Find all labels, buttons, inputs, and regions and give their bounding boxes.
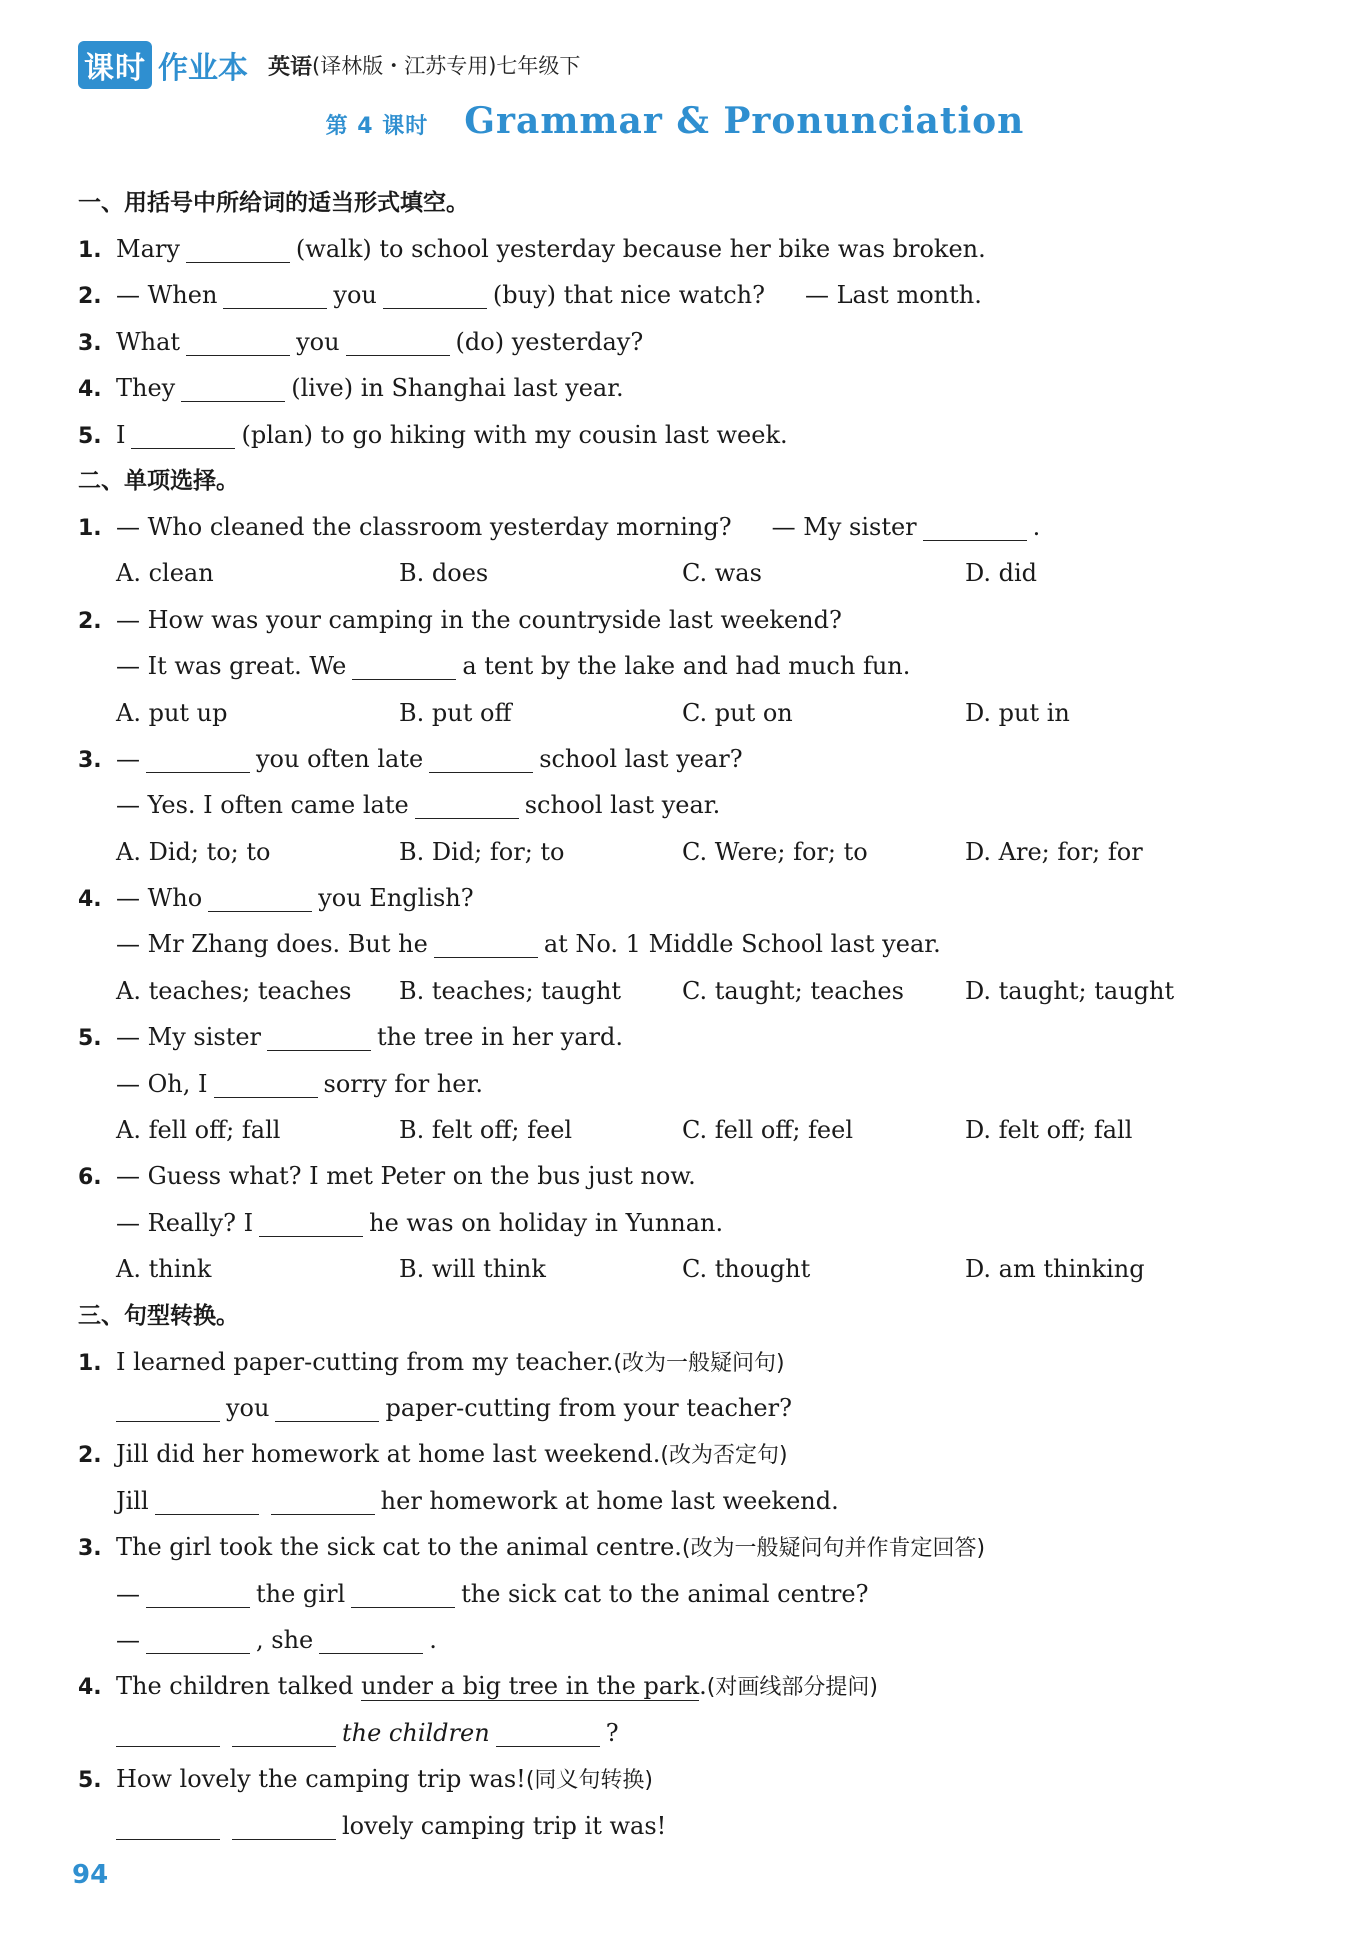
text: school last year. (524, 791, 721, 820)
lesson-title (0, 100, 1350, 142)
s3-q2-line2 (78, 1478, 1288, 1524)
s2-q2-line2 (78, 643, 1288, 689)
s2-q6-options (78, 1246, 1288, 1292)
answer-blank[interactable] (146, 1625, 250, 1654)
option-a[interactable]: A. teaches; teaches (116, 976, 352, 1005)
option-b[interactable]: B. felt off; feel (399, 1116, 573, 1145)
question-number: 3. (78, 747, 102, 773)
header (78, 42, 580, 88)
option-d[interactable]: D. taught; taught (965, 976, 1175, 1005)
edition-label: (译林版・江苏专用)七年级下 (312, 54, 581, 78)
s2-q4-options (78, 968, 1288, 1014)
text: I (116, 420, 126, 449)
s1-q1 (78, 226, 1288, 272)
text: (do) yesterday? (455, 327, 644, 356)
text: . (1032, 512, 1041, 541)
answer-blank[interactable] (259, 1208, 363, 1237)
text: (buy) that nice watch? (492, 281, 765, 310)
text: her homework at home last weekend. (380, 1486, 839, 1515)
page-number: 94 (72, 1860, 109, 1890)
answer-blank[interactable] (429, 744, 533, 773)
s2-q3-line2 (78, 782, 1288, 828)
text: — Who (116, 884, 203, 913)
text: — Mr Zhang does. But he (116, 930, 428, 959)
question-number: 5. (78, 1026, 102, 1052)
text: — My sister (116, 1023, 262, 1052)
s3-q1-line2 (78, 1385, 1288, 1431)
option-d[interactable]: D. am thinking (965, 1255, 1145, 1284)
section-1-title: 一、用括号中所给词的适当形式填空。 (78, 190, 469, 216)
answer-blank[interactable] (223, 280, 327, 309)
text: the girl (256, 1579, 346, 1608)
option-a[interactable]: A. think (116, 1255, 212, 1284)
answer-blank[interactable] (351, 1579, 455, 1608)
option-c[interactable]: C. thought (682, 1255, 811, 1284)
s3-q5-line2 (78, 1803, 1288, 1849)
subject-label: 英语 (268, 54, 313, 80)
text: sorry for her. (323, 1069, 483, 1098)
text: How lovely the camping trip was! (116, 1765, 526, 1794)
answer-blank[interactable] (352, 651, 456, 680)
s1-q5 (78, 412, 1288, 458)
answer-blank[interactable] (116, 1393, 220, 1422)
s2-q6-line2 (78, 1200, 1288, 1246)
text: — Really? I (116, 1208, 254, 1237)
option-d[interactable]: D. Are; for; for (965, 837, 1143, 866)
answer-blank[interactable] (146, 1579, 250, 1608)
s2-q3-options (78, 829, 1288, 875)
answer-blank[interactable] (496, 1718, 600, 1747)
instruction-note: (同义句转换) (525, 1768, 653, 1794)
question-number: 3. (78, 1536, 102, 1562)
option-a[interactable]: A. fell off; fall (116, 1116, 281, 1145)
option-b[interactable]: B. will think (399, 1255, 546, 1284)
answer-blank[interactable] (155, 1486, 259, 1515)
lesson-title-cn: 第 4 课时 (325, 114, 429, 139)
option-a[interactable]: A. Did; to; to (116, 837, 271, 866)
question-number: 1. (78, 238, 102, 263)
question-number: 4. (78, 887, 102, 913)
text: — It was great. We (116, 652, 347, 681)
s1-q4 (78, 365, 1288, 411)
text: the tree in her yard. (377, 1023, 623, 1052)
text: The children talked (116, 1672, 354, 1701)
section-2-title: 二、单项选择。 (78, 467, 239, 494)
text: — How was your camping in the countryside last weekend? (116, 605, 842, 634)
s3-q5 (78, 1756, 1288, 1802)
s2-q3 (78, 736, 1288, 782)
answer-blank[interactable] (116, 1811, 220, 1840)
s2-q5-options (78, 1107, 1288, 1153)
section-3-title: 三、句型转换。 (78, 1302, 239, 1329)
text: — Who cleaned the classroom yesterday morning? (116, 512, 732, 541)
s2-q1 (78, 504, 1288, 550)
exercise-content (78, 180, 1288, 1849)
question-number: 4. (78, 1675, 102, 1701)
option-c[interactable]: C. taught; teaches (682, 976, 904, 1005)
instruction-note: (对画线部分提问) (706, 1675, 878, 1701)
s2-q6 (78, 1153, 1288, 1199)
s2-q2-options (78, 690, 1288, 736)
text: the children (342, 1718, 490, 1747)
instruction-note: (改为一般疑问句并作肯定回答) (681, 1536, 986, 1562)
option-d[interactable]: D. did (965, 559, 1038, 588)
text: Mary (116, 235, 180, 263)
text: school last year? (539, 744, 743, 773)
option-b[interactable]: B. teaches; taught (399, 976, 622, 1005)
text: you (226, 1393, 270, 1422)
answer-blank[interactable] (319, 1625, 423, 1654)
option-c[interactable]: C. fell off; feel (682, 1116, 854, 1145)
answer-blank[interactable] (214, 1069, 318, 1098)
s3-q3-line2 (78, 1571, 1288, 1617)
text: at No. 1 Middle School last year. (543, 930, 941, 959)
answer-blank[interactable] (346, 327, 450, 356)
answer-blank[interactable] (434, 929, 538, 958)
text: (walk) to school yesterday because her bike was broken. (295, 235, 986, 263)
text: , she (256, 1625, 314, 1654)
text: What (116, 327, 181, 356)
answer-blank[interactable] (116, 1718, 220, 1747)
question-number: 6. (78, 1165, 102, 1191)
instruction-note: (改为一般疑问句) (613, 1350, 785, 1376)
text: Jill (116, 1486, 149, 1515)
text: — Last month. (804, 281, 982, 310)
s2-q5 (78, 1014, 1288, 1060)
s2-q4 (78, 875, 1288, 921)
text: — (116, 744, 140, 773)
question-number: 5. (78, 1768, 102, 1794)
underlined-phrase: under a big tree in the park (361, 1672, 700, 1701)
text: — My sister (771, 512, 917, 541)
text: The girl took the sick cat to the animal centre. (116, 1533, 682, 1562)
text: he was on holiday in Yunnan. (369, 1208, 724, 1237)
answer-blank[interactable] (232, 1811, 336, 1840)
option-b[interactable]: B. put off (399, 698, 512, 727)
option-c[interactable]: C. put on (682, 698, 793, 727)
s3-q2 (78, 1431, 1288, 1477)
question-number: 2. (78, 608, 102, 634)
logo-box: 课时 (78, 41, 152, 89)
question-number: 5. (78, 423, 102, 449)
answer-blank[interactable] (208, 883, 312, 912)
text: you often late (256, 744, 424, 773)
text: — Yes. I often came late (116, 791, 409, 820)
s1-q3 (78, 319, 1288, 365)
s3-q4 (78, 1663, 1288, 1709)
answer-blank[interactable] (186, 234, 290, 263)
answer-blank[interactable] (131, 420, 235, 449)
s1-q2 (78, 272, 1288, 318)
question-number: 3. (78, 330, 102, 356)
text: They (116, 374, 176, 403)
s2-q4-line2 (78, 921, 1288, 967)
answer-blank[interactable] (146, 744, 250, 773)
s2-q2 (78, 597, 1288, 643)
option-d[interactable]: D. put in (965, 698, 1070, 727)
instruction-note: (改为否定句) (660, 1443, 788, 1469)
question-number: 1. (78, 515, 102, 541)
text: I learned paper-cutting from my teacher. (116, 1347, 614, 1376)
answer-blank[interactable] (923, 512, 1027, 541)
s3-q3-line3 (78, 1617, 1288, 1663)
question-number: 1. (78, 1350, 102, 1376)
text: (plan) to go hiking with my cousin last week. (241, 420, 788, 449)
option-c[interactable]: C. Were; for; to (682, 837, 868, 866)
answer-blank[interactable] (181, 373, 285, 402)
s3-q3 (78, 1524, 1288, 1570)
option-c[interactable]: C. was (682, 559, 762, 588)
text: ? (605, 1718, 619, 1747)
text: — Oh, I (116, 1069, 208, 1098)
text: . (699, 1672, 707, 1701)
question-number: 2. (78, 284, 102, 310)
option-a[interactable]: A. clean (116, 559, 214, 588)
logo-text: 作业本 (158, 51, 248, 86)
s3-q4-line2 (78, 1710, 1288, 1756)
text: Jill did her homework at home last weekend. (116, 1440, 661, 1469)
text: (live) in Shanghai last year. (291, 374, 624, 403)
lesson-title-en: Grammar & Pronunciation (464, 100, 1025, 142)
text: you (333, 281, 377, 310)
text: lovely camping trip it was! (342, 1811, 667, 1840)
option-b[interactable]: B. does (399, 559, 489, 588)
answer-blank[interactable] (232, 1718, 336, 1747)
s3-q1 (78, 1339, 1288, 1385)
text: — (116, 1579, 140, 1608)
answer-blank[interactable] (271, 1486, 375, 1515)
text: — When (116, 281, 218, 310)
question-number: 2. (78, 1443, 102, 1469)
option-b[interactable]: B. Did; for; to (399, 837, 565, 866)
text: a tent by the lake and had much fun. (462, 652, 911, 681)
option-d[interactable]: D. felt off; fall (965, 1116, 1133, 1145)
text: — (116, 1625, 140, 1654)
answer-blank[interactable] (186, 327, 290, 356)
s2-q1-options (78, 550, 1288, 596)
text: the sick cat to the animal centre? (461, 1579, 869, 1608)
option-a[interactable]: A. put up (116, 698, 228, 727)
text: paper-cutting from your teacher? (385, 1393, 792, 1422)
answer-blank[interactable] (415, 790, 519, 819)
text: you English? (318, 884, 474, 913)
s2-q5-line2 (78, 1061, 1288, 1107)
text: you (296, 327, 340, 356)
answer-blank[interactable] (275, 1393, 379, 1422)
text: . (429, 1625, 437, 1654)
question-number: 4. (78, 377, 102, 403)
answer-blank[interactable] (383, 280, 487, 309)
text: — Guess what? I met Peter on the bus just now. (116, 1162, 696, 1191)
answer-blank[interactable] (267, 1022, 371, 1051)
